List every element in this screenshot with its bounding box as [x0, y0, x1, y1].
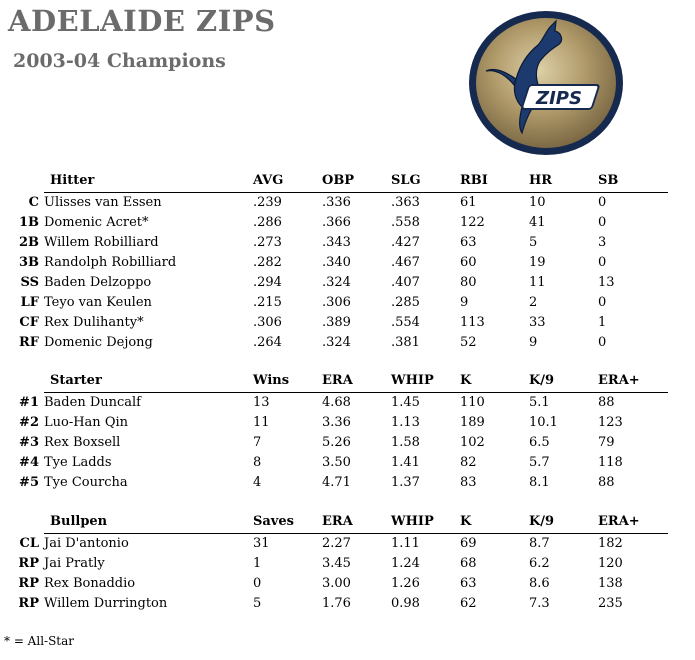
player-name: Luo-Han Qin — [44, 415, 129, 430]
stat-cell: .306 — [322, 295, 351, 310]
player-name: Rex Bonaddio — [44, 576, 136, 591]
table-row — [0, 253, 668, 273]
stat-cell: 235 — [598, 596, 623, 611]
stat-cell: 8 — [253, 455, 262, 470]
table-row — [0, 213, 668, 233]
stat-cell: 9 — [529, 335, 538, 350]
stat-cell: .558 — [391, 215, 420, 230]
stat-cell: 7.3 — [529, 596, 550, 611]
position-label: #5 — [19, 475, 39, 490]
position-label: 2B — [18, 235, 39, 250]
column-header: ERA+ — [598, 370, 668, 393]
table-row — [0, 313, 668, 333]
stat-cell: 88 — [598, 395, 615, 410]
position-label: CL — [19, 535, 39, 551]
stat-cell: 63 — [460, 235, 477, 250]
stat-cell: .340 — [322, 255, 351, 270]
stat-cell: 0 — [598, 335, 607, 350]
hitters-header-row — [0, 170, 668, 193]
stat-cell: 0 — [598, 195, 607, 210]
position-label: 1B — [18, 215, 39, 230]
stat-cell: 6.5 — [529, 435, 550, 450]
stat-cell: 110 — [460, 395, 485, 410]
stat-cell: 0 — [598, 255, 607, 270]
column-header: SLG — [391, 170, 460, 193]
stat-cell: 189 — [460, 415, 485, 430]
stat-cell: .282 — [253, 255, 282, 270]
stat-cell: 31 — [253, 536, 270, 551]
stat-cell: 8.7 — [529, 536, 550, 551]
column-header: K/9 — [529, 511, 598, 534]
stat-cell: 79 — [598, 435, 615, 450]
stat-cell: 3.00 — [322, 576, 351, 591]
table-row — [0, 594, 668, 614]
player-name: Rex Boxsell — [44, 435, 121, 450]
player-name: Tye Courcha — [44, 475, 128, 490]
stat-cell: 9 — [460, 295, 469, 310]
player-name: Tye Ladds — [44, 455, 112, 470]
stat-cell: .264 — [253, 335, 282, 350]
stat-cell: 1.41 — [391, 455, 420, 470]
stat-cell: 1.24 — [391, 556, 420, 571]
column-header: HR — [529, 170, 598, 193]
stat-cell: .343 — [322, 235, 351, 250]
stat-cell: 1.45 — [391, 395, 420, 410]
column-header: K — [460, 511, 529, 534]
starters-header-row — [0, 370, 668, 393]
stat-cell: .389 — [322, 315, 351, 330]
player-name: Rex Dulihanty* — [44, 315, 144, 330]
position-label: LF — [20, 295, 39, 310]
position-label: #4 — [19, 455, 39, 470]
stat-cell: .239 — [253, 195, 282, 210]
player-name: Domenic Acret* — [44, 215, 149, 230]
player-name: Willem Durrington — [44, 596, 168, 611]
stat-cell: 138 — [598, 576, 623, 591]
table-row — [0, 413, 668, 433]
table-row — [0, 233, 668, 253]
stat-cell: 69 — [460, 536, 477, 551]
stat-cell: 61 — [460, 195, 477, 210]
player-name: Ulisses van Essen — [44, 195, 162, 210]
player-name: Jai D'antonio — [44, 536, 129, 551]
column-header: ERA — [322, 511, 391, 534]
position-label: #3 — [19, 435, 39, 450]
player-name: Jai Pratly — [44, 556, 105, 571]
all-star-footnote: * = All-Star — [4, 634, 75, 648]
stat-cell: 8.6 — [529, 576, 550, 591]
table-row — [0, 193, 668, 214]
stat-cell: 10 — [529, 195, 546, 210]
stat-cell: .294 — [253, 275, 282, 290]
stat-cell: 7 — [253, 435, 262, 450]
position-label: #1 — [19, 394, 39, 410]
stat-cell: 11 — [529, 275, 546, 290]
stat-cell: 3.50 — [322, 455, 351, 470]
stat-cell: 3.36 — [322, 415, 351, 430]
column-header: K — [460, 370, 529, 393]
stat-cell: .285 — [391, 295, 420, 310]
stat-cell: .467 — [391, 255, 420, 270]
stat-cell: 0 — [598, 295, 607, 310]
table-row — [0, 433, 668, 453]
stat-cell: 120 — [598, 556, 623, 571]
starters-table — [0, 370, 668, 493]
stat-cell: 0.98 — [391, 596, 420, 611]
table-row — [0, 273, 668, 293]
column-header: Wins — [253, 370, 322, 393]
column-header: AVG — [253, 170, 322, 193]
stat-cell: 8.1 — [529, 475, 550, 490]
stat-cell: 13 — [253, 395, 270, 410]
bullpen-table — [0, 511, 668, 614]
stat-cell: 33 — [529, 315, 546, 330]
position-label: RP — [18, 596, 39, 611]
column-header: WHIP — [391, 511, 460, 534]
stat-cell: 82 — [460, 455, 477, 470]
team-name: ADELAIDE ZIPS — [8, 4, 276, 38]
stat-cell: 0 — [253, 576, 262, 591]
player-name: Baden Duncalf — [44, 395, 141, 410]
column-header: Hitter — [44, 170, 253, 193]
hitters-table — [0, 170, 668, 353]
table-row — [0, 574, 668, 594]
position-label: 3B — [18, 255, 39, 270]
stat-cell: 1.26 — [391, 576, 420, 591]
season-subtitle: 2003-04 Champions — [13, 50, 226, 72]
stat-cell: 5.7 — [529, 455, 550, 470]
player-name: Domenic Dejong — [44, 335, 153, 350]
stat-cell: .407 — [391, 275, 420, 290]
table-row — [0, 554, 668, 574]
position-label: CF — [19, 315, 39, 330]
stat-cell: 63 — [460, 576, 477, 591]
stat-cell: 4.68 — [322, 395, 351, 410]
stat-cell: 62 — [460, 596, 477, 611]
stat-cell: 1 — [598, 315, 607, 330]
stat-cell: 52 — [460, 335, 477, 350]
position-label: RP — [18, 576, 39, 591]
zips-wordmark — [522, 85, 600, 109]
stat-cell: 4 — [253, 475, 262, 490]
table-row — [0, 293, 668, 313]
stat-cell: 1.58 — [391, 435, 420, 450]
stat-cell: .427 — [391, 235, 420, 250]
stat-cell: 3.45 — [322, 556, 351, 571]
stat-cell: 41 — [529, 215, 546, 230]
stat-cell: 10.1 — [529, 415, 558, 430]
stat-cell: 4.71 — [322, 475, 351, 490]
table-row — [0, 393, 668, 414]
stat-cell: 3 — [598, 235, 607, 250]
stat-cell: .381 — [391, 335, 420, 350]
stat-cell: 68 — [460, 556, 477, 571]
table-row — [0, 333, 668, 353]
stat-cell: 83 — [460, 475, 477, 490]
column-header: RBI — [460, 170, 529, 193]
stat-cell: 102 — [460, 435, 485, 450]
position-label: RF — [18, 335, 39, 350]
stat-cell: .306 — [253, 315, 282, 330]
column-header: Starter — [44, 370, 253, 393]
player-name: Willem Robilliard — [44, 235, 159, 250]
stat-cell: 5.26 — [322, 435, 351, 450]
stat-cell: 1.76 — [322, 596, 351, 611]
stat-cell: .324 — [322, 335, 351, 350]
stat-cell: .324 — [322, 275, 351, 290]
column-header: K/9 — [529, 370, 598, 393]
stat-cell: 5.1 — [529, 395, 550, 410]
stat-cell: 88 — [598, 475, 615, 490]
stat-cell: .366 — [322, 215, 351, 230]
stat-cell: 13 — [598, 275, 615, 290]
stat-cell: .273 — [253, 235, 282, 250]
position-label: C — [28, 194, 39, 210]
stat-cell: 118 — [598, 455, 623, 470]
player-name: Randolph Robilliard — [44, 255, 177, 270]
column-header: ERA+ — [598, 511, 668, 534]
stat-cell: 1.11 — [391, 536, 420, 551]
column-header: Saves — [253, 511, 322, 534]
player-name: Teyo van Keulen — [44, 295, 152, 310]
column-header: Bullpen — [44, 511, 253, 534]
table-row — [0, 453, 668, 473]
stat-cell: 0 — [598, 215, 607, 230]
stat-cell: 2.27 — [322, 536, 351, 551]
stat-cell: 5 — [253, 596, 262, 611]
column-header: WHIP — [391, 370, 460, 393]
player-name: Baden Delzoppo — [44, 275, 152, 290]
position-label: SS — [20, 275, 39, 290]
column-header: ERA — [322, 370, 391, 393]
stat-cell: 1.13 — [391, 415, 420, 430]
stat-cell: 113 — [460, 315, 485, 330]
stat-cell: 6.2 — [529, 556, 550, 571]
team-logo — [466, 9, 626, 157]
column-header: OBP — [322, 170, 391, 193]
stat-cell: 122 — [460, 215, 485, 230]
stat-cell: 182 — [598, 536, 623, 551]
stat-cell: .554 — [391, 315, 420, 330]
stat-cell: .336 — [322, 195, 351, 210]
position-label: #2 — [19, 415, 39, 430]
stat-cell: 1 — [253, 556, 262, 571]
stat-cell: 60 — [460, 255, 477, 270]
position-label: RP — [18, 556, 39, 571]
stat-cell: .215 — [253, 295, 282, 310]
table-row — [0, 473, 668, 493]
stat-cell: 5 — [529, 235, 538, 250]
bullpen-header-row — [0, 511, 668, 534]
stat-cell: 1.37 — [391, 475, 420, 490]
column-header: SB — [598, 170, 668, 193]
stat-cell: .363 — [391, 195, 420, 210]
table-row — [0, 534, 668, 555]
stat-cell: 80 — [460, 275, 477, 290]
stat-cell: 19 — [529, 255, 546, 270]
stat-cell: 2 — [529, 295, 538, 310]
stat-cell: 11 — [253, 415, 270, 430]
svg-text:ZIPS: ZIPS — [536, 88, 582, 109]
stat-cell: 123 — [598, 415, 623, 430]
stat-cell: .286 — [253, 215, 282, 230]
